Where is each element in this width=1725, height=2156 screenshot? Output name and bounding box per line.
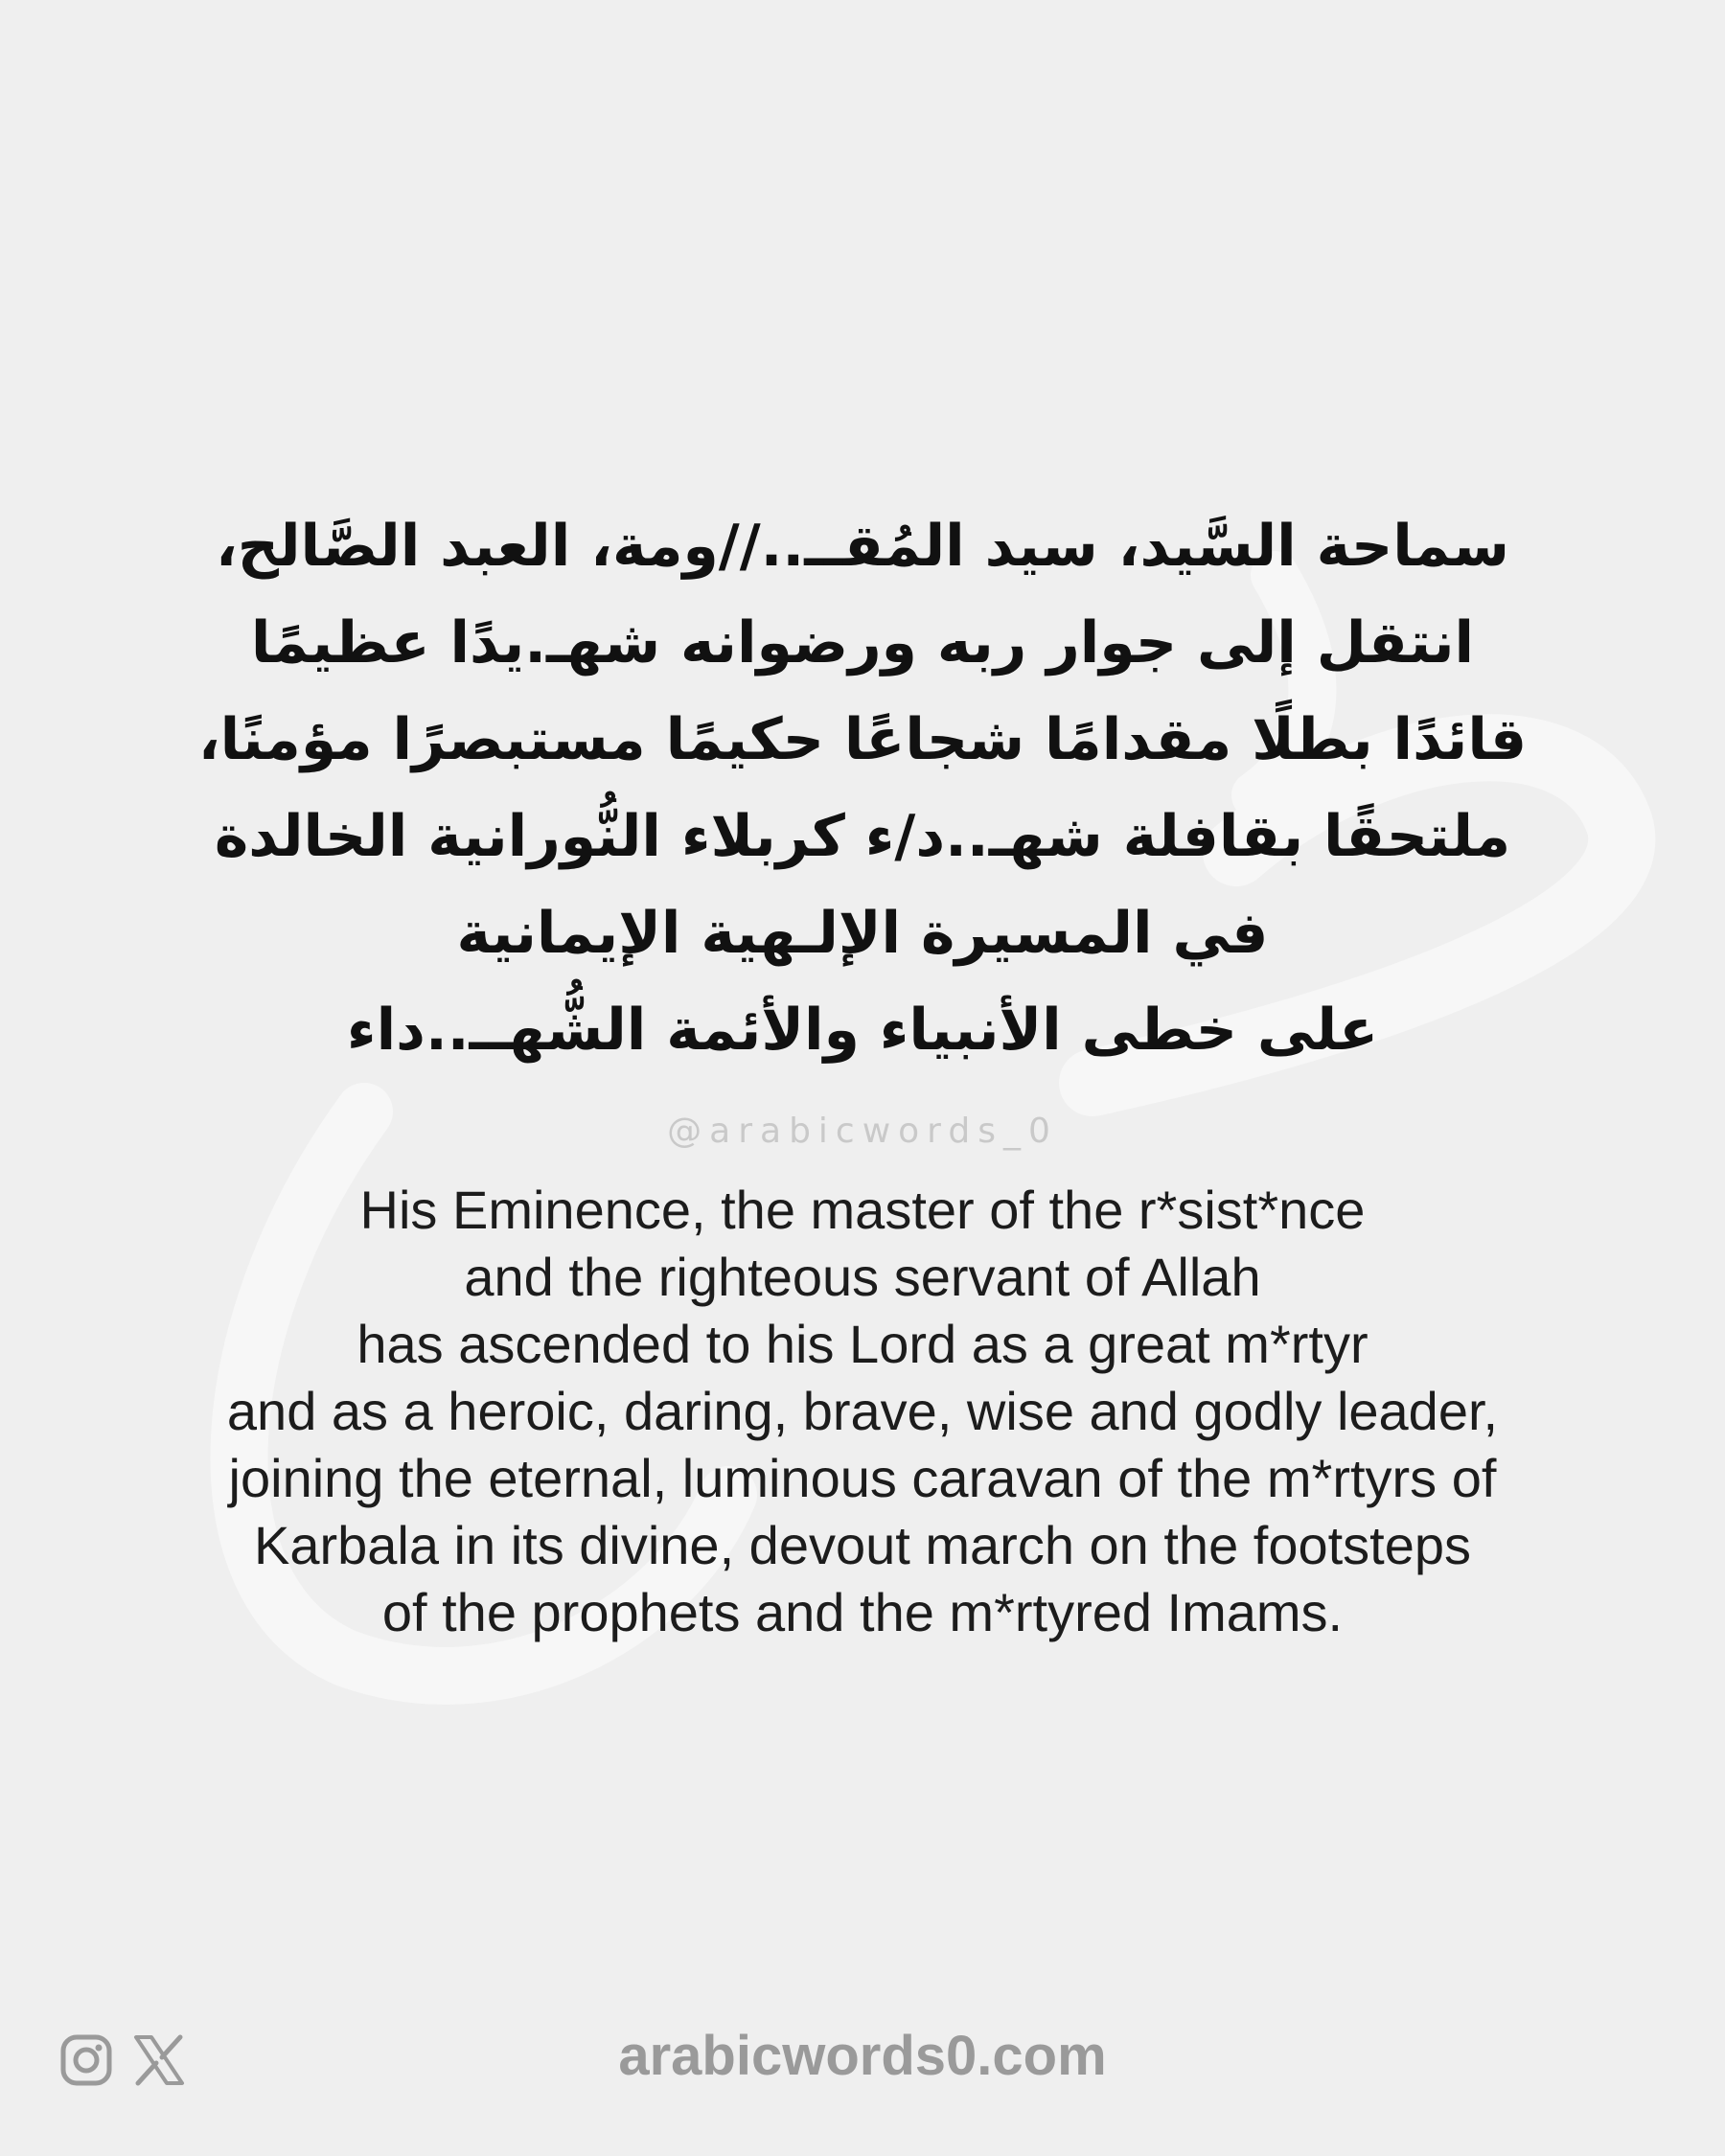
english-translation-text	[144, 1177, 1581, 1646]
arabic-line: على خطى الأنبياء والأئمة الشُّهــ..داء	[346, 997, 1379, 1064]
arabic-line: ملتحقًا بقافلة شهـ..د/ء كربلاء النُّورانية الخالدة	[214, 803, 1511, 870]
website-url[interactable]: arabicwords0.com	[618, 2025, 1107, 2087]
english-line: Karbala in its divine, devout march on the footsteps	[253, 1515, 1472, 1575]
english-line: joining the eternal, luminous caravan of the m*rtyrs of	[228, 1448, 1497, 1508]
arabic-line: سماحة السَّيد، سيد المُقــ..//ومة، العبد الصَّالح،	[215, 513, 1510, 580]
account-handle: @arabicwords_0	[667, 1112, 1058, 1151]
arabic-eulogy-text	[172, 498, 1552, 1079]
english-line: and as a heroic, daring, brave, wise and godly leader,	[226, 1381, 1499, 1441]
english-line: has ascended to his Lord as a great m*rtyr	[356, 1314, 1368, 1374]
english-line: of the prophets and the m*rtyred Imams.	[381, 1582, 1344, 1642]
arabic-line: انتقل إلى جوار ربه ورضوانه شهـ.يدًا عظيمًا	[250, 609, 1475, 677]
arabic-line: في المسيرة الإلـهية الإيمانية	[456, 900, 1269, 967]
english-line: and the righteous servant of Allah	[464, 1247, 1261, 1307]
arabic-line: قائدًا بطلًا مقدامًا شجاعًا حكيمًا مستبصرًا مؤمنًا،	[197, 706, 1528, 773]
english-line: His Eminence, the master of the r*sist*nce	[359, 1180, 1366, 1240]
